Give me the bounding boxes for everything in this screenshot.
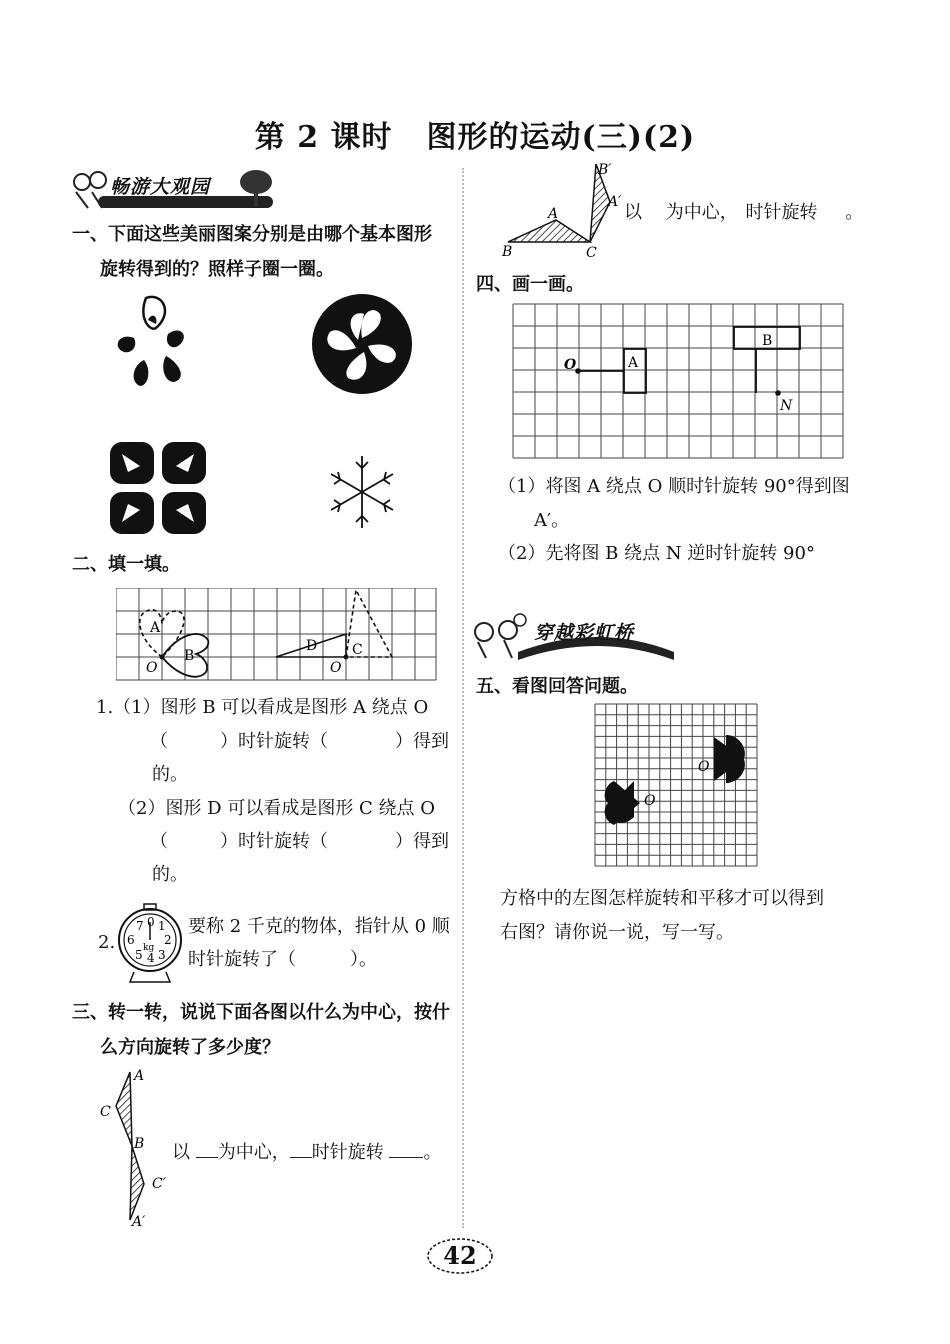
label-c: C [352, 642, 363, 658]
fig1-text-d: 。 [423, 1142, 442, 1163]
q5-label-o-right: O [698, 759, 710, 775]
q2-item2-number: 2. [98, 932, 116, 953]
fig1-label-a-prime: A′ [132, 1214, 146, 1230]
banner-right-text: 穿越彩虹桥 [534, 622, 635, 644]
label-a: A [150, 620, 161, 636]
q2-item1b-line3: 的。 [152, 864, 188, 885]
fig2-label-a-prime: A′ [608, 194, 622, 210]
pattern-four-leaves-icon [110, 442, 206, 534]
dial-4: 4 [147, 951, 155, 965]
q4-heading: 四、画一画。 [476, 274, 584, 295]
banner-right [468, 612, 680, 664]
q3-figure-1 [94, 1062, 184, 1232]
fig1-blank-direction[interactable] [290, 1139, 312, 1158]
banner-left [68, 166, 278, 214]
q4-item1-line1: （1）将图 A 绕点 O 顺时针旋转 90°得到图 [498, 476, 850, 497]
q5-heading: 五、看图回答问题。 [476, 676, 638, 697]
q3-fig1-answer [172, 1138, 441, 1168]
lesson-number: 第 2 课时 [254, 120, 393, 155]
dial-0: 0 [147, 915, 155, 929]
fig1-blank-center[interactable] [196, 1139, 218, 1158]
fig2-text-b: 为中心， [665, 202, 738, 223]
fig1-label-c-prime: C′ [152, 1176, 166, 1192]
label-o-left: O [146, 660, 158, 676]
q2-item1b-line1: （2）图形 D 可以看成是图形 C 绕点 O [118, 798, 436, 819]
q2-item1a-line2a: （ [150, 731, 168, 752]
q5-label-o-left: O [644, 793, 656, 809]
q2-item1b-line2b: ）时针旋转（ [220, 831, 328, 852]
dial-1: 1 [158, 919, 166, 933]
q4-label-o: O [564, 357, 577, 373]
q2-item1b-line2a: （ [150, 831, 168, 852]
q2-heading: 二、填一填。 [72, 554, 180, 575]
page-title [0, 112, 950, 156]
q2-item2-line1: 要称 2 千克的物体，指针从 0 顺 [188, 916, 450, 937]
label-b: B [184, 648, 195, 664]
fig1-text-c: 时针旋转 [311, 1142, 384, 1163]
fig2-label-b-prime: B′ [598, 162, 612, 178]
q3-fig2-answer [624, 198, 863, 228]
dial-3: 3 [158, 948, 166, 962]
fig2-text-c: 时针旋转 [745, 202, 818, 223]
fig1-text-b: 为中心， [217, 1142, 290, 1163]
fig1-label-a: A [134, 1068, 145, 1084]
q4-label-n: N [780, 398, 793, 414]
q4-label-b: B [762, 333, 773, 349]
fig1-label-b: B [134, 1136, 145, 1152]
label-d: D [306, 638, 318, 654]
dial-unit: kg [143, 943, 155, 953]
dial-6: 6 [127, 933, 135, 947]
pattern-snowflake-icon [331, 456, 393, 528]
label-o-right: O [330, 660, 342, 676]
q1-heading-2: 旋转得到的？照样子圈一圈。 [100, 259, 334, 280]
q4-item2: （2）先将图 B 绕点 N 逆时针旋转 90° [498, 543, 815, 564]
column-divider [462, 168, 464, 1228]
q5-text-line2: 右图？请你说一说，写一写。 [500, 922, 734, 943]
q5-grid-figure [594, 703, 758, 871]
page-number: 42 [443, 1241, 477, 1270]
fig2-label-b: B [502, 244, 513, 260]
pattern-bauhinia-icon [312, 294, 412, 394]
fig2-text-d: 。 [845, 202, 864, 223]
q1-patterns [100, 292, 440, 552]
q5-text-line1: 方格中的左图怎样旋转和平移才可以得到 [500, 888, 824, 909]
q2-item1a-line2c: ）得到 [395, 731, 449, 752]
lesson-topic: 图形的运动(三)(2) [426, 120, 696, 155]
q2-item1a-line2b: ）时针旋转（ [220, 731, 328, 752]
q4-grid-figure [512, 303, 846, 465]
fig2-label-a: A [548, 206, 559, 222]
q4-item1-line2: A′。 [534, 510, 570, 531]
dial-2: 2 [164, 933, 172, 947]
q4-label-a: A [628, 355, 639, 371]
pattern-drops-icon [118, 297, 184, 386]
q2-item1b-line2c: ）得到 [395, 831, 449, 852]
q2-item1a-line1: 1.（1）图形 B 可以看成是图形 A 绕点 O [96, 697, 429, 718]
banner-left-text: 畅游大观园 [110, 176, 211, 198]
q2-item1a-line3: 的。 [152, 764, 188, 785]
q2-item2-line2: 时针旋转了（ ）。 [188, 949, 377, 970]
dial-5: 5 [135, 948, 143, 962]
dial-7: 7 [136, 919, 144, 933]
fig1-label-c: C [100, 1104, 111, 1120]
scale-dial-icon [116, 902, 186, 986]
fig1-blank-degree[interactable] [389, 1139, 423, 1158]
fig1-text-a: 以 [172, 1142, 190, 1163]
fig2-label-c: C [586, 245, 597, 260]
q3-heading-2: 么方向旋转了多少度？ [100, 1037, 280, 1058]
q2-grid-figure [116, 588, 438, 682]
q3-heading: 三、转一转，说说下面各图以什么为中心，按什 [72, 1002, 450, 1023]
q1-heading: 一、下面这些美丽图案分别是由哪个基本图形 [72, 224, 432, 245]
fig2-text-a: 以 [624, 202, 642, 223]
q3-figure-2 [498, 158, 638, 260]
